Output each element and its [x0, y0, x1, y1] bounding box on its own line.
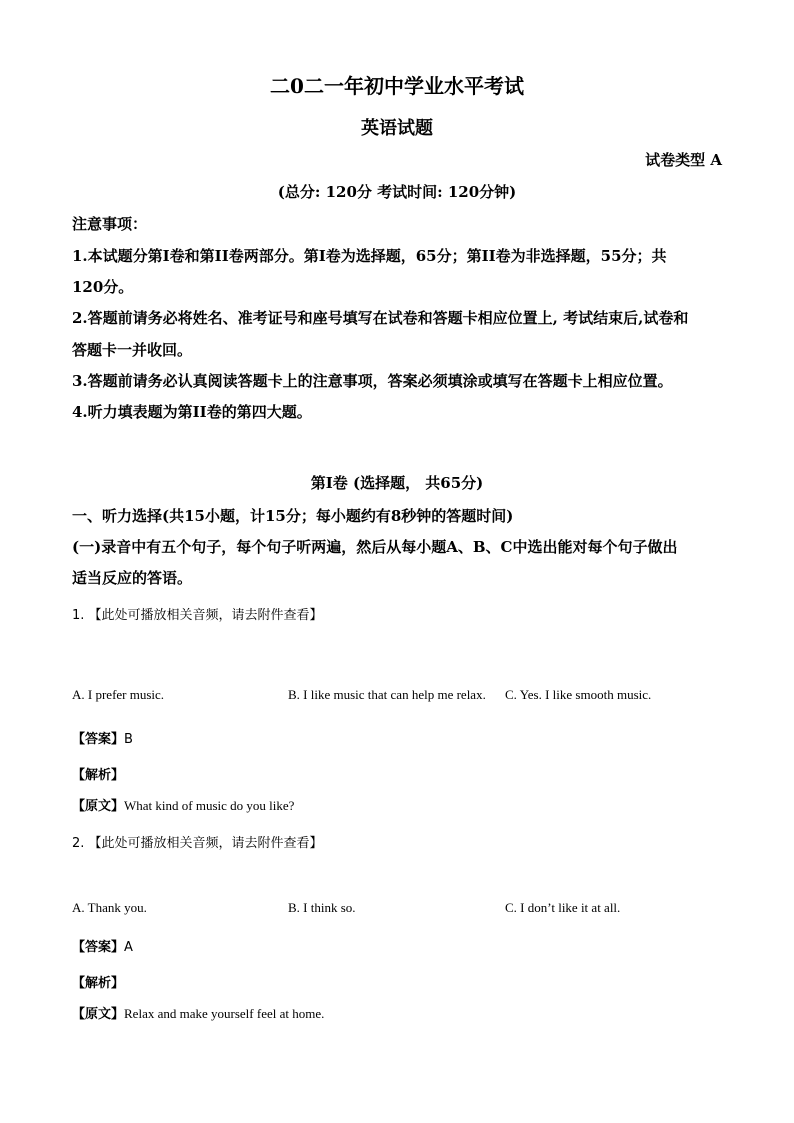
notice-line: 2.答题前请务必将姓名、准考证号和座号填写在试卷和答题卡相应位置上, 考试结束后,试卷和: [72, 309, 689, 327]
source-label: 【原文】: [72, 1007, 125, 1022]
part-instruction: (一)录音中有五个句子，每个句子听两遍，然后从每小题A、B、C中选出能对每个句子做出: [72, 538, 678, 556]
option-b: B. I like music that can help me relax.: [288, 687, 486, 702]
exam-subtitle: 英语试题: [361, 118, 433, 139]
answer-label: 【答案】: [72, 940, 125, 955]
source-row: [72, 1003, 324, 1022]
source-text: Relax and make yourself feel at home.: [124, 1006, 325, 1021]
paper-type: 试卷类型 A: [645, 151, 722, 169]
section-title: 第I卷 (选择题， 共65分): [310, 474, 484, 492]
option-c: C. I don’t like it at all.: [505, 900, 621, 915]
source-row: [72, 795, 294, 814]
analysis-label: 【解析】: [72, 768, 125, 783]
analysis-label: 【解析】: [72, 976, 125, 991]
question-prompt: 2. 【此处可播放相关音频，请去附件查看】: [72, 836, 323, 851]
option-c: C. Yes. I like smooth music.: [505, 687, 652, 702]
notice-line: 120分。: [72, 278, 134, 296]
source-label: 【原文】: [72, 799, 125, 814]
option-b: B. I think so.: [288, 900, 356, 915]
part-instruction: 适当反应的答语。: [72, 569, 193, 587]
option-a: A. Thank you.: [72, 900, 147, 915]
notice-line: 1.本试题分第I卷和第II卷两部分。第I卷为选择题，65分；第II卷为非选择题，55分；共: [72, 247, 667, 265]
exam-meta: (总分: 120分 考试时间: 120分钟): [277, 183, 517, 201]
notice-line: 答题卡一并收回。: [72, 341, 193, 359]
answer-value: A: [124, 940, 133, 955]
answer-row: [72, 936, 133, 955]
notice-heading: 注意事项：: [72, 215, 148, 233]
notice-line: 4.听力填表题为第II卷的第四大题。: [72, 403, 312, 421]
source-text: What kind of music do you like?: [124, 798, 295, 813]
answer-value: B: [124, 732, 133, 747]
answer-label: 【答案】: [72, 732, 125, 747]
exam-title: 二0二一年初中学业水平考试: [270, 74, 524, 98]
part-heading: 一、听力选择(共15小题，计15分；每小题约有8秒钟的答题时间): [72, 507, 514, 525]
option-a: A. I prefer music.: [72, 687, 165, 702]
notice-line: 3.答题前请务必认真阅读答题卡上的注意事项，答案必须填涂或填写在答题卡上相应位置。: [72, 372, 673, 390]
answer-row: [72, 728, 133, 747]
question-prompt: 1. 【此处可播放相关音频，请去附件查看】: [72, 608, 323, 623]
